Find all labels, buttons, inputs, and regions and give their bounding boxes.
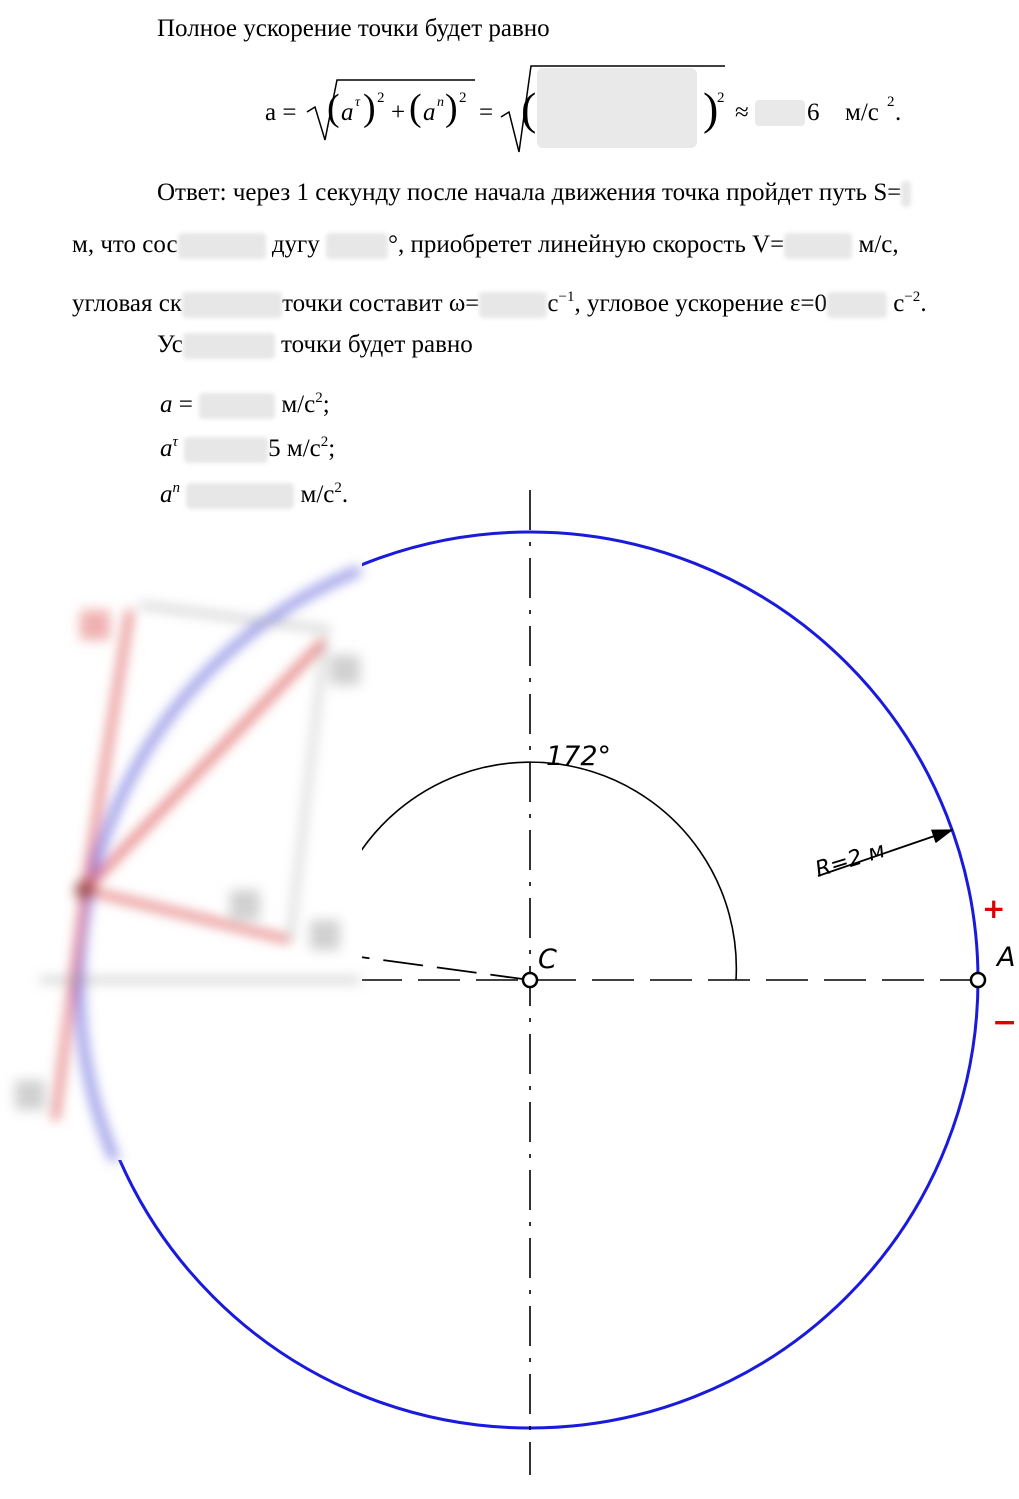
formula-unit: м/с (845, 99, 879, 126)
answer-blurred-s (901, 181, 911, 207)
accel-blurred-value (199, 393, 275, 419)
answer-blurred-v (784, 233, 852, 259)
formula-at-sup: τ (355, 95, 361, 110)
accel-heading-blurred (183, 333, 275, 359)
accel-unit: м/с (300, 481, 335, 508)
accel-power: 2 (315, 390, 323, 406)
svg-text:): ) (363, 87, 376, 129)
answer-blurred-word (178, 233, 266, 259)
formula-power-1: 2 (377, 90, 385, 106)
positive-direction-sign: + (982, 892, 1006, 925)
accel-symbol: a (160, 435, 173, 462)
accel-power: 2 (334, 480, 342, 496)
formula-equals: = (479, 99, 494, 126)
formula-unit-power: 2 (887, 94, 895, 110)
accel-symbol: a (160, 391, 173, 418)
accel-end: ; (328, 435, 336, 462)
answer-text-3e: с (893, 290, 905, 317)
formula-power-2: 2 (459, 90, 467, 106)
answer-text-3c: с (547, 290, 559, 317)
answer-blurred-omega (479, 292, 547, 318)
accel-heading (157, 330, 473, 360)
accel-end: ; (322, 391, 330, 418)
accel-unit: м/с (281, 391, 316, 418)
center-point (523, 973, 537, 987)
answer-text-2a: м, что сос (72, 231, 178, 258)
svg-text:(: ( (521, 83, 537, 134)
intro-line (157, 14, 550, 44)
blurred-region-mask (0, 560, 362, 1160)
radius-label: R=2 м (812, 837, 888, 883)
total-acceleration-formula (265, 62, 925, 162)
accel-sup: τ (172, 434, 178, 450)
point-a-label: A (997, 942, 1016, 973)
answer-line-2 (72, 230, 1010, 260)
answer-blurred-word-2 (182, 292, 282, 318)
answer-line-3 (72, 282, 927, 319)
radius-to-point (360, 957, 530, 980)
formula-blurred-terms (537, 68, 697, 148)
answer-blurred-eps (827, 292, 887, 318)
angle-label: 172° (546, 741, 612, 772)
accel-heading-a: Ус (157, 331, 183, 358)
svg-text:): ) (445, 87, 458, 129)
accel-tail: 5 (268, 435, 281, 462)
formula-an-sup: n (437, 95, 444, 110)
accel-symbol: a (160, 481, 173, 508)
answer-blurred-arc (326, 233, 388, 259)
svg-text:(: ( (327, 87, 340, 129)
formula-plus: + (391, 99, 406, 126)
formula-power-3: 2 (717, 90, 725, 106)
point-a-marker (971, 973, 985, 987)
negative-direction-sign: − (992, 1005, 1018, 1040)
accel-power: 2 (320, 434, 329, 450)
answer-text-2b: дугу (271, 231, 320, 258)
answer-text-1: Ответ: через 1 секунду после начала движения точка пройдет путь S= (157, 179, 902, 206)
svg-text:(: ( (409, 87, 422, 129)
answer-text-3a: угловая ск (72, 290, 183, 317)
circle-motion-drawing (0, 480, 1019, 1499)
answer-text-3f: . (920, 290, 927, 317)
svg-text:): ) (703, 83, 719, 134)
accel-heading-b: точки будет равно (281, 331, 473, 358)
accel-end: . (341, 481, 349, 508)
formula-lhs: a = (265, 99, 297, 126)
answer-text-3d: , угловое ускорение ε=0 (574, 290, 827, 317)
answer-sup-2: −2 (904, 289, 921, 305)
answer-text-3b: точки составит ω= (282, 290, 480, 317)
answer-sup-1: −1 (558, 289, 575, 305)
accel-item-tangential (160, 427, 335, 464)
formula-period: . (895, 99, 902, 126)
formula-result-tail: 6 (807, 99, 820, 126)
answer-text-2d: м/с, (858, 231, 899, 258)
answer-line-1 (157, 178, 911, 208)
formula-at: a (341, 99, 354, 126)
center-label: C (538, 944, 557, 975)
formula-blurred-value (755, 100, 805, 126)
answer-text-2c: °, приобретет линейную скорость V= (388, 231, 785, 258)
accel-item-total: $a = м/с^2$; (160, 390, 330, 418)
accel-blurred-value (184, 437, 268, 463)
intro-text: Полное ускорение точки будет равно (157, 15, 550, 42)
formula-approx: ≈ (735, 99, 749, 126)
formula-an: a (423, 99, 436, 126)
accel-unit: м/с (286, 435, 321, 462)
accel-sup: n (172, 480, 180, 496)
